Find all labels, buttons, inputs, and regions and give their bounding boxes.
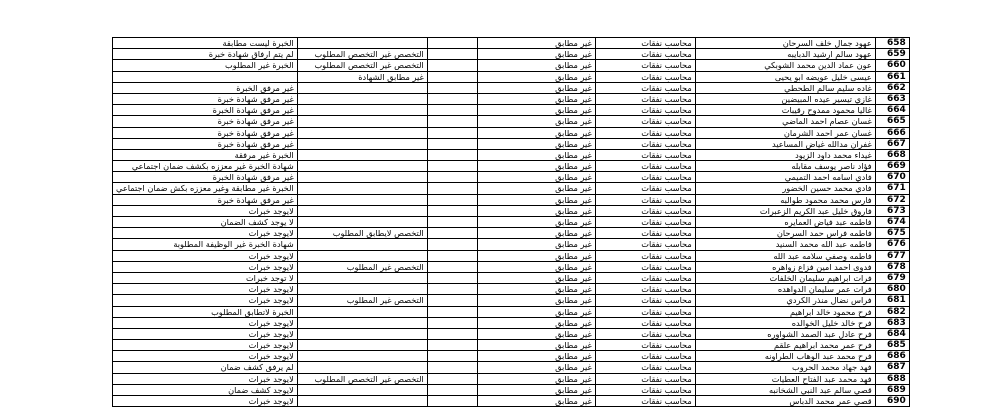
table-row (113, 373, 910, 384)
reason-cell: التخصص غير التخصص المطلوب (297, 60, 427, 71)
applicant-name-cell: فاطمه عبد فياض العمايره (695, 217, 875, 228)
applicant-name-cell: فاروق خليل عبد الكريم الزعبرات (695, 205, 875, 216)
note-cell: غير مرفق شهادة خبرة (113, 138, 298, 149)
reason-cell (297, 306, 427, 317)
serial-number-cell: 686 (875, 351, 909, 362)
status-cell: غير مطابق (477, 239, 595, 250)
empty-cell (427, 228, 477, 239)
applicant-name-cell: فرات ابراهيم سليمان الخلفات (695, 272, 875, 283)
reason-cell (297, 239, 427, 250)
table-row (113, 228, 910, 239)
applicant-name-cell: عهود سالم ارشيد الدبايبه (695, 49, 875, 60)
job-title-cell: محاسب نفقات (595, 71, 695, 82)
empty-cell (427, 161, 477, 172)
applicant-name-cell: فادي محمد حسين الخضور (695, 183, 875, 194)
serial-number-cell: 676 (875, 239, 909, 250)
status-cell: غير مطابق (477, 250, 595, 261)
reason-cell (297, 205, 427, 216)
status-cell: غير مطابق (477, 71, 595, 82)
job-title-cell: محاسب نفقات (595, 49, 695, 60)
table-row (113, 71, 910, 82)
empty-cell (427, 38, 477, 49)
note-cell: غير مرفق شهادة الخبرة (113, 172, 298, 183)
reason-cell (297, 116, 427, 127)
serial-number-cell: 687 (875, 362, 909, 373)
note-cell: لايوجد خبرات (113, 396, 298, 407)
job-title-cell: محاسب نفقات (595, 161, 695, 172)
note-cell: لايوجد خبرات (113, 295, 298, 306)
table-row (113, 340, 910, 351)
note-cell: غير مرفق الخبرة (113, 82, 298, 93)
reason-cell (297, 362, 427, 373)
empty-cell (427, 71, 477, 82)
serial-number-cell: 682 (875, 306, 909, 317)
empty-cell (427, 82, 477, 93)
table-row (113, 362, 910, 373)
status-cell: غير مطابق (477, 317, 595, 328)
reason-cell (297, 284, 427, 295)
applicant-name-cell: غفران مدالله غياض المساعيد (695, 138, 875, 149)
status-cell: غير مطابق (477, 194, 595, 205)
serial-number-cell: 672 (875, 194, 909, 205)
reason-cell (297, 250, 427, 261)
applicant-name-cell: غسان عصام احمد الماضي (695, 116, 875, 127)
reason-cell (297, 351, 427, 362)
table-row (113, 116, 910, 127)
applicant-name-cell: فدوى احمد امين فزاع زواهره (695, 261, 875, 272)
serial-number-cell: 660 (875, 60, 909, 71)
note-cell: لايوجد خبرات (113, 317, 298, 328)
job-title-cell: محاسب نفقات (595, 261, 695, 272)
status-cell: غير مطابق (477, 261, 595, 272)
serial-number-cell: 666 (875, 127, 909, 138)
status-cell: غير مطابق (477, 105, 595, 116)
empty-cell (427, 183, 477, 194)
reason-cell (297, 384, 427, 395)
serial-number-cell: 675 (875, 228, 909, 239)
serial-number-cell: 684 (875, 328, 909, 339)
job-title-cell: محاسب نفقات (595, 340, 695, 351)
table-row (113, 295, 910, 306)
job-title-cell: محاسب نفقات (595, 194, 695, 205)
status-cell: غير مطابق (477, 93, 595, 104)
serial-number-cell: 670 (875, 172, 909, 183)
reason-cell: غير مطابق الشهادة (297, 71, 427, 82)
applicant-name-cell: عهود جمال خلف السرحان (695, 38, 875, 49)
note-cell: الخبرة غير المطلوب (113, 60, 298, 71)
applicant-name-cell: غسان عمر احمد الشرمان (695, 127, 875, 138)
job-title-cell: محاسب نفقات (595, 384, 695, 395)
reason-cell (297, 194, 427, 205)
reason-cell (297, 217, 427, 228)
note-cell: غير مرفق شهادة الخبرة (113, 105, 298, 116)
applicant-name-cell: فاطمه عبد الله محمد السنيد (695, 239, 875, 250)
status-cell: غير مطابق (477, 340, 595, 351)
table-row (113, 217, 910, 228)
reason-cell (297, 149, 427, 160)
table-row (113, 60, 910, 71)
empty-cell (427, 217, 477, 228)
table-row (113, 161, 910, 172)
status-cell: غير مطابق (477, 149, 595, 160)
serial-number-cell: 667 (875, 138, 909, 149)
serial-number-cell: 659 (875, 49, 909, 60)
note-cell: لايوجد خبرات (113, 228, 298, 239)
empty-cell (427, 384, 477, 395)
status-cell: غير مطابق (477, 384, 595, 395)
table-row (113, 250, 910, 261)
empty-cell (427, 261, 477, 272)
reason-cell: التخصص غير المطلوب (297, 261, 427, 272)
job-title-cell: محاسب نفقات (595, 38, 695, 49)
serial-number-cell: 664 (875, 105, 909, 116)
serial-number-cell: 690 (875, 396, 909, 407)
empty-cell (427, 138, 477, 149)
note-cell: لايوجد خبرات (113, 328, 298, 339)
status-cell: غير مطابق (477, 272, 595, 283)
serial-number-cell: 683 (875, 317, 909, 328)
table-row (113, 127, 910, 138)
job-title-cell: محاسب نفقات (595, 351, 695, 362)
empty-cell (427, 284, 477, 295)
applicant-name-cell: فاطمه فراس حمد السرحان (695, 228, 875, 239)
serial-number-cell: 681 (875, 295, 909, 306)
empty-cell (427, 373, 477, 384)
job-title-cell: محاسب نفقات (595, 105, 695, 116)
applicant-name-cell: غاليا محمود ممدوح رقيبات (695, 105, 875, 116)
reason-cell (297, 328, 427, 339)
empty-cell (427, 172, 477, 183)
note-cell: غير مرفق شهادة خبرة (113, 127, 298, 138)
serial-number-cell: 680 (875, 284, 909, 295)
reason-cell (297, 396, 427, 407)
status-cell: غير مطابق (477, 172, 595, 183)
job-title-cell: محاسب نفقات (595, 60, 695, 71)
empty-cell (427, 149, 477, 160)
table-row (113, 272, 910, 283)
applicant-name-cell: عون عماد الدين محمد الشوبكي (695, 60, 875, 71)
applicant-name-cell: فهد محمد عبد الفتاح العطيات (695, 373, 875, 384)
table-row (113, 183, 910, 194)
note-cell: لايوجد خبرات (113, 205, 298, 216)
status-cell: غير مطابق (477, 205, 595, 216)
empty-cell (427, 49, 477, 60)
job-title-cell: محاسب نفقات (595, 116, 695, 127)
table-body (113, 38, 910, 407)
applicant-name-cell: غاده سليم سالم الطحطي (695, 82, 875, 93)
table-row (113, 172, 910, 183)
reason-cell (297, 127, 427, 138)
status-cell: غير مطابق (477, 60, 595, 71)
note-cell: لايوجد خبرات (113, 261, 298, 272)
serial-number-cell: 673 (875, 205, 909, 216)
table-row (113, 396, 910, 407)
table-row (113, 149, 910, 160)
note-cell: شهادة الخبرة غير الوظيفة المطلوبة (113, 239, 298, 250)
note-cell: لايوجد خبرات (113, 250, 298, 261)
applicant-name-cell: فرح خالد خليل الخوالده (695, 317, 875, 328)
table-row (113, 328, 910, 339)
applicant-name-cell: فرح عمر محمد ابراهيم علقم (695, 340, 875, 351)
empty-cell (427, 194, 477, 205)
applicants-table (112, 37, 910, 407)
serial-number-cell: 669 (875, 161, 909, 172)
job-title-cell: محاسب نفقات (595, 328, 695, 339)
job-title-cell: محاسب نفقات (595, 362, 695, 373)
job-title-cell: محاسب نفقات (595, 205, 695, 216)
status-cell: غير مطابق (477, 295, 595, 306)
table-row (113, 306, 910, 317)
reason-cell (297, 172, 427, 183)
empty-cell (427, 351, 477, 362)
table-row (113, 93, 910, 104)
table-row (113, 317, 910, 328)
job-title-cell: محاسب نفقات (595, 93, 695, 104)
empty-cell (427, 362, 477, 373)
table-row (113, 38, 910, 49)
serial-number-cell: 688 (875, 373, 909, 384)
status-cell: غير مطابق (477, 362, 595, 373)
empty-cell (427, 396, 477, 407)
serial-number-cell: 671 (875, 183, 909, 194)
note-cell: لايوجد خبرات (113, 340, 298, 351)
empty-cell (427, 60, 477, 71)
applicant-name-cell: عيسى خليل عويضه ابو يحيى (695, 71, 875, 82)
note-cell: الخبرة غير مطابقة وغير معززه بكش ضمان اجتماعي (113, 183, 298, 194)
job-title-cell: محاسب نفقات (595, 284, 695, 295)
serial-number-cell: 661 (875, 71, 909, 82)
note-cell: غير مرفق شهادة خبرة (113, 194, 298, 205)
reason-cell (297, 317, 427, 328)
job-title-cell: محاسب نفقات (595, 172, 695, 183)
status-cell: غير مطابق (477, 373, 595, 384)
note-cell: لا توجد خبرات (113, 272, 298, 283)
table-row (113, 49, 910, 60)
applicant-name-cell: قصي عمر محمد الدباس (695, 396, 875, 407)
serial-number-cell: 689 (875, 384, 909, 395)
status-cell: غير مطابق (477, 82, 595, 93)
note-cell: غير مرفق شهادة خبرة (113, 116, 298, 127)
note-cell: الخبرة لاتطابق المطلوب (113, 306, 298, 317)
applicant-name-cell: فؤاد ناصر يوسف مقابله (695, 161, 875, 172)
status-cell: غير مطابق (477, 217, 595, 228)
note-cell (113, 71, 298, 82)
note-cell: لم يرفق كشف ضمان (113, 362, 298, 373)
serial-number-cell: 685 (875, 340, 909, 351)
table-row (113, 194, 910, 205)
status-cell: غير مطابق (477, 116, 595, 127)
applicant-name-cell: غازي تيسير عيده المبيضين (695, 93, 875, 104)
reason-cell (297, 138, 427, 149)
applicant-name-cell: فرح عادل عبد الصمد الشواوره (695, 328, 875, 339)
reason-cell (297, 93, 427, 104)
serial-number-cell: 662 (875, 82, 909, 93)
status-cell: غير مطابق (477, 328, 595, 339)
status-cell: غير مطابق (477, 351, 595, 362)
applicant-name-cell: فادي اسامه احمد التميمي (695, 172, 875, 183)
empty-cell (427, 127, 477, 138)
status-cell: غير مطابق (477, 49, 595, 60)
note-cell: لا يوجد كشف الضمان (113, 217, 298, 228)
reason-cell (297, 183, 427, 194)
status-cell: غير مطابق (477, 228, 595, 239)
empty-cell (427, 340, 477, 351)
table-row (113, 205, 910, 216)
serial-number-cell: 677 (875, 250, 909, 261)
table-row (113, 138, 910, 149)
applicant-name-cell: فاطمه وصفي سلامه عبد الله (695, 250, 875, 261)
status-cell: غير مطابق (477, 38, 595, 49)
table-row (113, 384, 910, 395)
job-title-cell: محاسب نفقات (595, 138, 695, 149)
empty-cell (427, 328, 477, 339)
reason-cell: التخصص غير المطلوب (297, 295, 427, 306)
serial-number-cell: 674 (875, 217, 909, 228)
job-title-cell: محاسب نفقات (595, 373, 695, 384)
reason-cell (297, 161, 427, 172)
job-title-cell: محاسب نفقات (595, 239, 695, 250)
job-title-cell: محاسب نفقات (595, 217, 695, 228)
job-title-cell: محاسب نفقات (595, 149, 695, 160)
reason-cell (297, 272, 427, 283)
status-cell: غير مطابق (477, 284, 595, 295)
reason-cell (297, 105, 427, 116)
reason-cell (297, 340, 427, 351)
applicant-name-cell: قصي سالم عبد النبي الشخانبه (695, 384, 875, 395)
table-row (113, 261, 910, 272)
job-title-cell: محاسب نفقات (595, 183, 695, 194)
note-cell: لايوجد خبرات (113, 373, 298, 384)
status-cell: غير مطابق (477, 138, 595, 149)
note-cell: الخبرة غير مرفقة (113, 149, 298, 160)
job-title-cell: محاسب نفقات (595, 272, 695, 283)
empty-cell (427, 239, 477, 250)
job-title-cell: محاسب نفقات (595, 396, 695, 407)
table-row (113, 105, 910, 116)
status-cell: غير مطابق (477, 396, 595, 407)
reason-cell (297, 38, 427, 49)
applicant-name-cell: غيداء محمد داود الزيود (695, 149, 875, 160)
serial-number-cell: 668 (875, 149, 909, 160)
applicant-name-cell: فهد جهاد محمد الحروب (695, 362, 875, 373)
note-cell: لم يتم ارفاق شهادة خبرة (113, 49, 298, 60)
job-title-cell: محاسب نفقات (595, 295, 695, 306)
empty-cell (427, 105, 477, 116)
note-cell: الخبرة ليست مطابقة (113, 38, 298, 49)
serial-number-cell: 663 (875, 93, 909, 104)
note-cell: لايوجد خبرات (113, 284, 298, 295)
empty-cell (427, 205, 477, 216)
applicant-name-cell: فارس محمد محمود طوالبه (695, 194, 875, 205)
empty-cell (427, 295, 477, 306)
note-cell: لايوجد كشف ضمان (113, 384, 298, 395)
job-title-cell: محاسب نفقات (595, 127, 695, 138)
serial-number-cell: 678 (875, 261, 909, 272)
reason-cell: التخصص غير التخصص المطلوب (297, 49, 427, 60)
reason-cell: التخصص لايطابق المطلوب (297, 228, 427, 239)
status-cell: غير مطابق (477, 127, 595, 138)
job-title-cell: محاسب نفقات (595, 306, 695, 317)
status-cell: غير مطابق (477, 306, 595, 317)
reason-cell (297, 82, 427, 93)
empty-cell (427, 250, 477, 261)
job-title-cell: محاسب نفقات (595, 228, 695, 239)
status-cell: غير مطابق (477, 183, 595, 194)
table-row (113, 284, 910, 295)
empty-cell (427, 116, 477, 127)
status-cell: غير مطابق (477, 161, 595, 172)
reason-cell: التخصص غير التخصص المطلوب (297, 373, 427, 384)
empty-cell (427, 317, 477, 328)
applicant-name-cell: فرات عمر سليمان الدواهده (695, 284, 875, 295)
serial-number-cell: 658 (875, 38, 909, 49)
table-row (113, 239, 910, 250)
serial-number-cell: 665 (875, 116, 909, 127)
note-cell: لايوجد خبرات (113, 351, 298, 362)
job-title-cell: محاسب نفقات (595, 250, 695, 261)
note-cell: غير مرفق شهادة خبرة (113, 93, 298, 104)
job-title-cell: محاسب نفقات (595, 82, 695, 93)
table-row (113, 82, 910, 93)
empty-cell (427, 306, 477, 317)
job-title-cell: محاسب نفقات (595, 317, 695, 328)
table-row (113, 351, 910, 362)
applicant-name-cell: فرح محمود خالد ابراهيم (695, 306, 875, 317)
empty-cell (427, 93, 477, 104)
note-cell: شهادة الخبرة غير معززه بكشف ضمان اجتماعي (113, 161, 298, 172)
applicant-name-cell: فراس نضال منذر الكردي (695, 295, 875, 306)
empty-cell (427, 272, 477, 283)
serial-number-cell: 679 (875, 272, 909, 283)
applicant-name-cell: فرح محمد عبد الوهاب الطراونه (695, 351, 875, 362)
